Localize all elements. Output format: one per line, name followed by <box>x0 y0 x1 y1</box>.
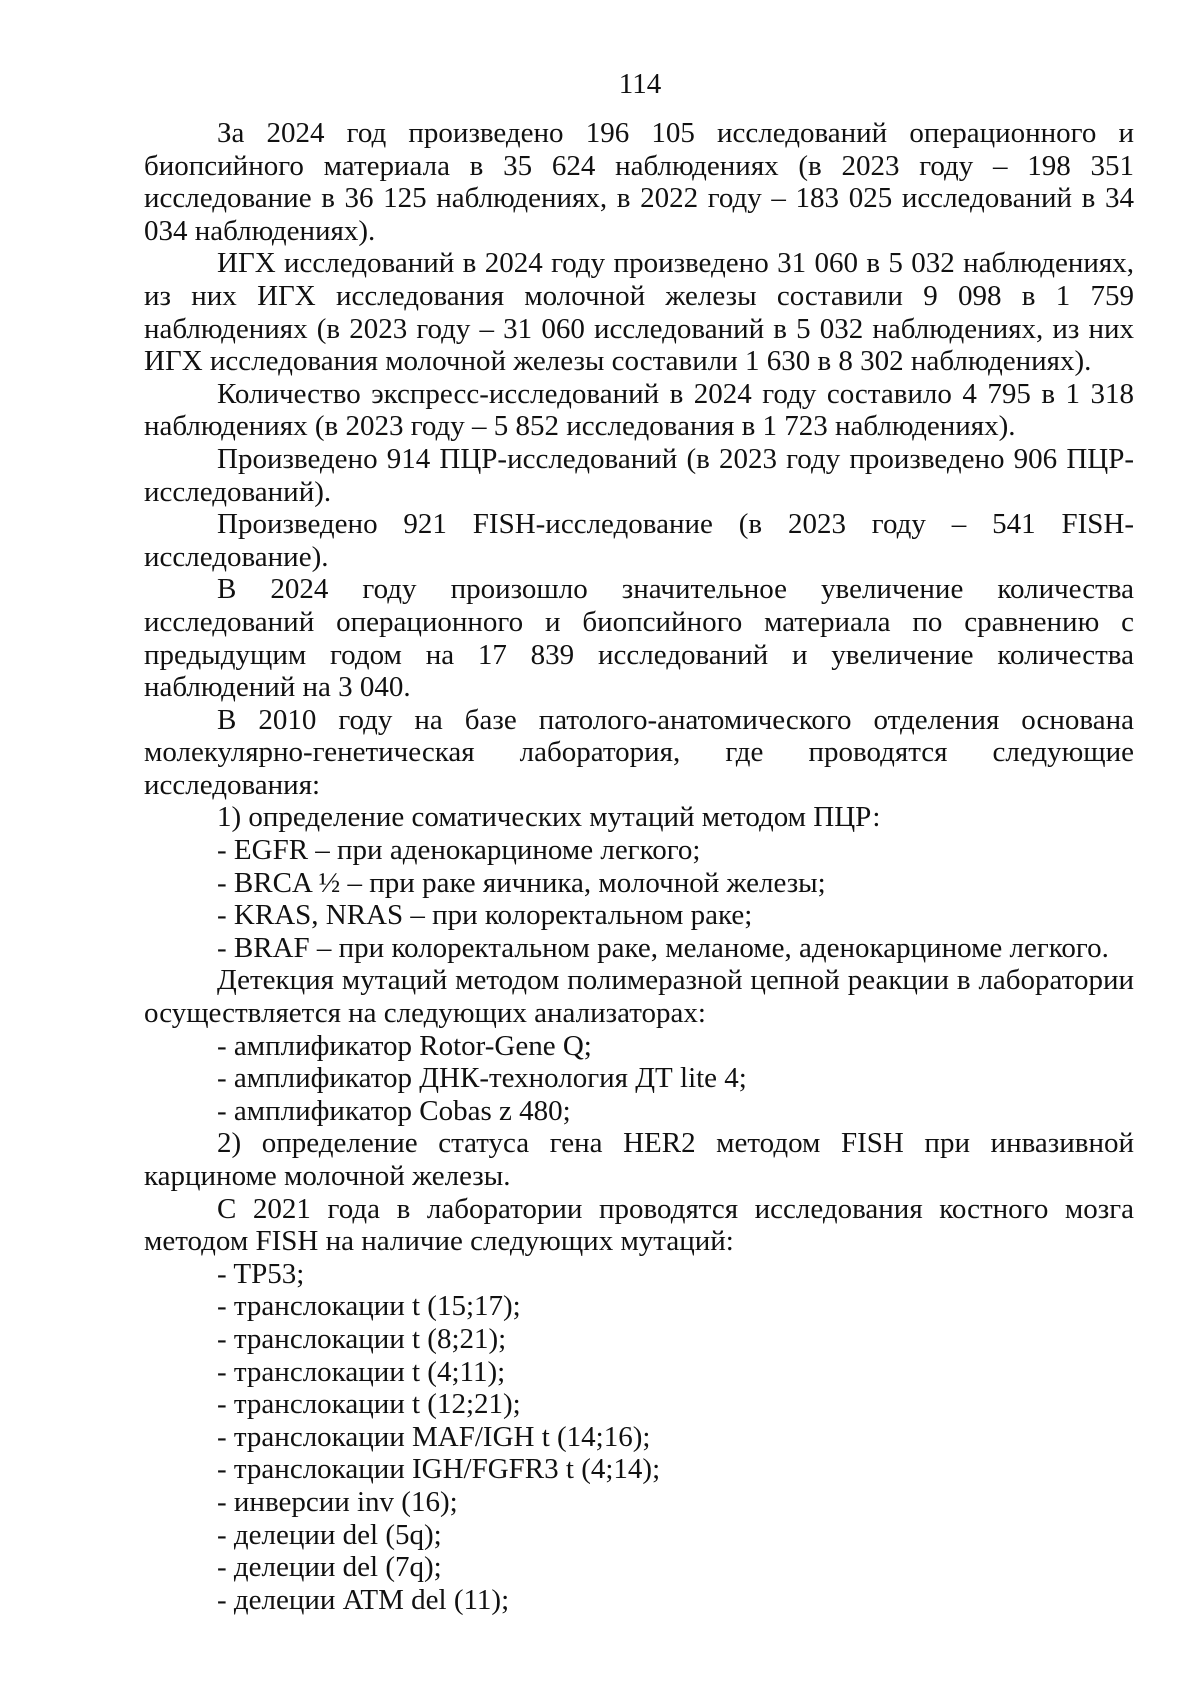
list-item: - делеции del (5q); <box>217 1518 442 1551</box>
page-body <box>144 117 1134 1616</box>
pcr-mutation-list <box>144 834 1134 964</box>
page-number: 114 <box>618 68 662 100</box>
list-item: - транслокации t (12;21); <box>217 1388 521 1421</box>
numbered-item-pcr: 1) определение соматических мутаций методом ПЦР: <box>217 801 881 834</box>
list-item: - делеции del (7q); <box>217 1551 442 1584</box>
paragraph-detection: Детекция мутаций методом полимеразной цепной реакции в лаборатории осуществляется на следующих анализаторах: <box>144 964 1134 1030</box>
list-item: - амплификатор Rotor-Gene Q; <box>217 1029 592 1062</box>
list-item: - транслокации MAF/IGH t (14;16); <box>217 1420 651 1453</box>
fish-mutation-list <box>144 1258 1134 1617</box>
list-item: - амплификатор Cobas z 480; <box>217 1094 571 1127</box>
paragraph-pcr-research: Произведено 914 ПЦР-исследований (в 2023 году произведено 906 ПЦР-исследований). <box>144 442 1134 508</box>
paragraph-bone-marrow: С 2021 года в лаборатории проводятся исследования костного мозга методом FISH на наличие следующих мутаций: <box>144 1192 1134 1258</box>
paragraph-fish-research: Произведено 921 FISH-исследование (в 2023 году – 541 FISH-исследование). <box>144 508 1134 573</box>
list-item: - инверсии inv (16); <box>217 1485 458 1518</box>
list-item: - транслокации t (4;11); <box>217 1355 506 1388</box>
paragraph-increase: В 2024 году произошло значительное увеличение количества исследований операционного и биопсийного материала по сравнению с предыдущим годом на 17 839 исследований и увеличение количества наблюдений на 3 040. <box>144 573 1134 704</box>
analyzer-list <box>144 1030 1134 1128</box>
paragraph-research-total: За 2024 год произведено 196 105 исследований операционного и биопсийного материала в 35 624 наблюдениях (в 2023 году – 198 351 исследование в 36 125 наблюдениях, в 2022 году – 183 025 исследований в 34 034 наблюдениях). <box>144 117 1134 247</box>
list-item: - транслокации IGH/FGFR3 t (4;14); <box>217 1453 661 1486</box>
list-item: - транслокации t (8;21); <box>217 1322 507 1355</box>
paragraph-laboratory-founded: В 2010 году на базе патолого-анатомического отделения основана молекулярно-генетическая лаборатория, где проводятся следующие исследования: <box>144 703 1134 801</box>
list-item: - EGFR – при аденокарциноме легкого; <box>217 834 701 867</box>
list-item: - амплификатор ДНК-технология ДТ lite 4; <box>217 1062 747 1095</box>
paragraph-express-research: Количество экспресс-исследований в 2024 году составило 4 795 в 1 318 наблюдениях (в 2023 году – 5 852 исследования в 1 723 наблюдениях). <box>144 377 1134 443</box>
list-item: - BRCA ½ – при раке яичника, молочной железы; <box>217 866 826 899</box>
list-item: - TP53; <box>217 1257 305 1290</box>
list-item: - транслокации t (15;17); <box>217 1290 521 1323</box>
list-item: - делеции ATM del (11); <box>217 1583 510 1616</box>
paragraph-igh-research: ИГХ исследований в 2024 году произведено 31 060 в 5 032 наблюдениях, из них ИГХ исследования молочной железы составили 9 098 в 1 759 наблюдениях (в 2023 году – 31 060 исследований в 5 032 наблюдениях, из них ИГХ исследования молочной железы составили 1 630 в 8 302 наблюдениях). <box>144 247 1134 378</box>
list-item: - KRAS, NRAS – при колоректальном раке; <box>217 899 753 932</box>
numbered-item-her2: 2) определение статуса гена HER2 методом FISH при инвазивной карциноме молочной железы. <box>144 1127 1134 1192</box>
list-item: - BRAF – при колоректальном раке, меланоме, аденокарциноме легкого. <box>217 931 1109 964</box>
